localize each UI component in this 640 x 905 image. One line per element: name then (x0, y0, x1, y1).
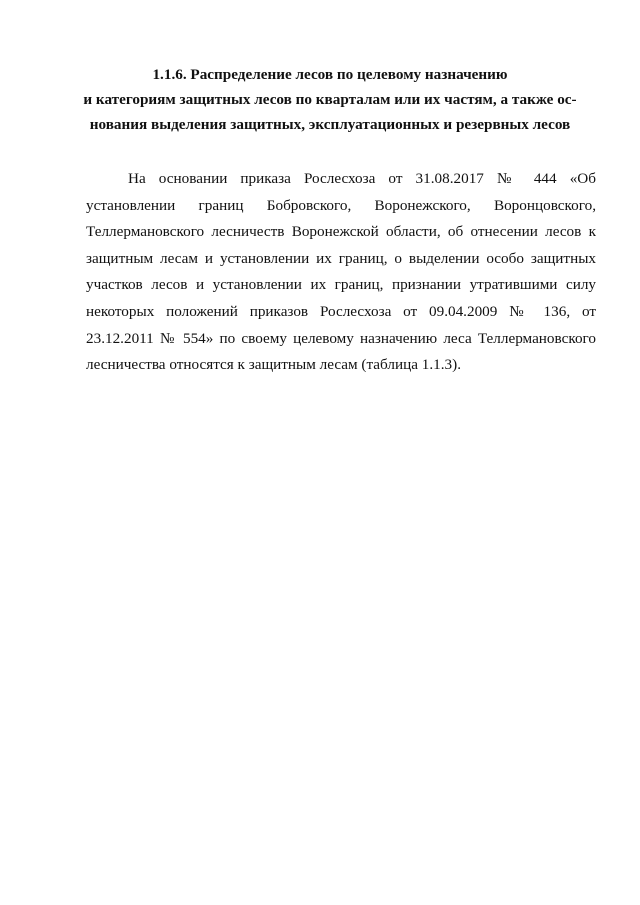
paragraph-line-6: некоторых положений приказов Рослесхоза от 09.04.2009 № 136, от (86, 302, 596, 320)
paragraph-line-5: участков лесов и установлении их границ, признании утратившими силу (86, 276, 596, 294)
paragraph-line-7: 23.12.2011 № 554» по своему целевому назначению леса Теллермановского (86, 329, 596, 347)
section-heading (60, 62, 600, 137)
heading-line-3: нования выделения защитных, эксплуатационных и резервных лесов (89, 116, 571, 133)
paragraph-line-2: установлении границ Бобровского, Воронежского, Воронцовского, (86, 196, 596, 214)
heading-line-1: 1.1.6. Распределение лесов по целевому назначению (152, 66, 508, 83)
paragraph-line-4: защитным лесам и установлении их границ, о выделении особо защитных (86, 249, 596, 267)
paragraph-line-1: На основании приказа Рослесхоза от 31.08.2017 № 444 «Об (128, 170, 596, 187)
paragraph-line-3: Теллермановского лесничеств Воронежской области, об отнесении лесов к (86, 223, 596, 241)
paragraph-line-8: лесничества относятся к защитным лесам (таблица 1.1.3). (86, 356, 462, 374)
heading-line-2: и категориям защитных лесов по кварталам или их частям, а также ос- (83, 91, 577, 108)
body-paragraph (86, 166, 596, 379)
